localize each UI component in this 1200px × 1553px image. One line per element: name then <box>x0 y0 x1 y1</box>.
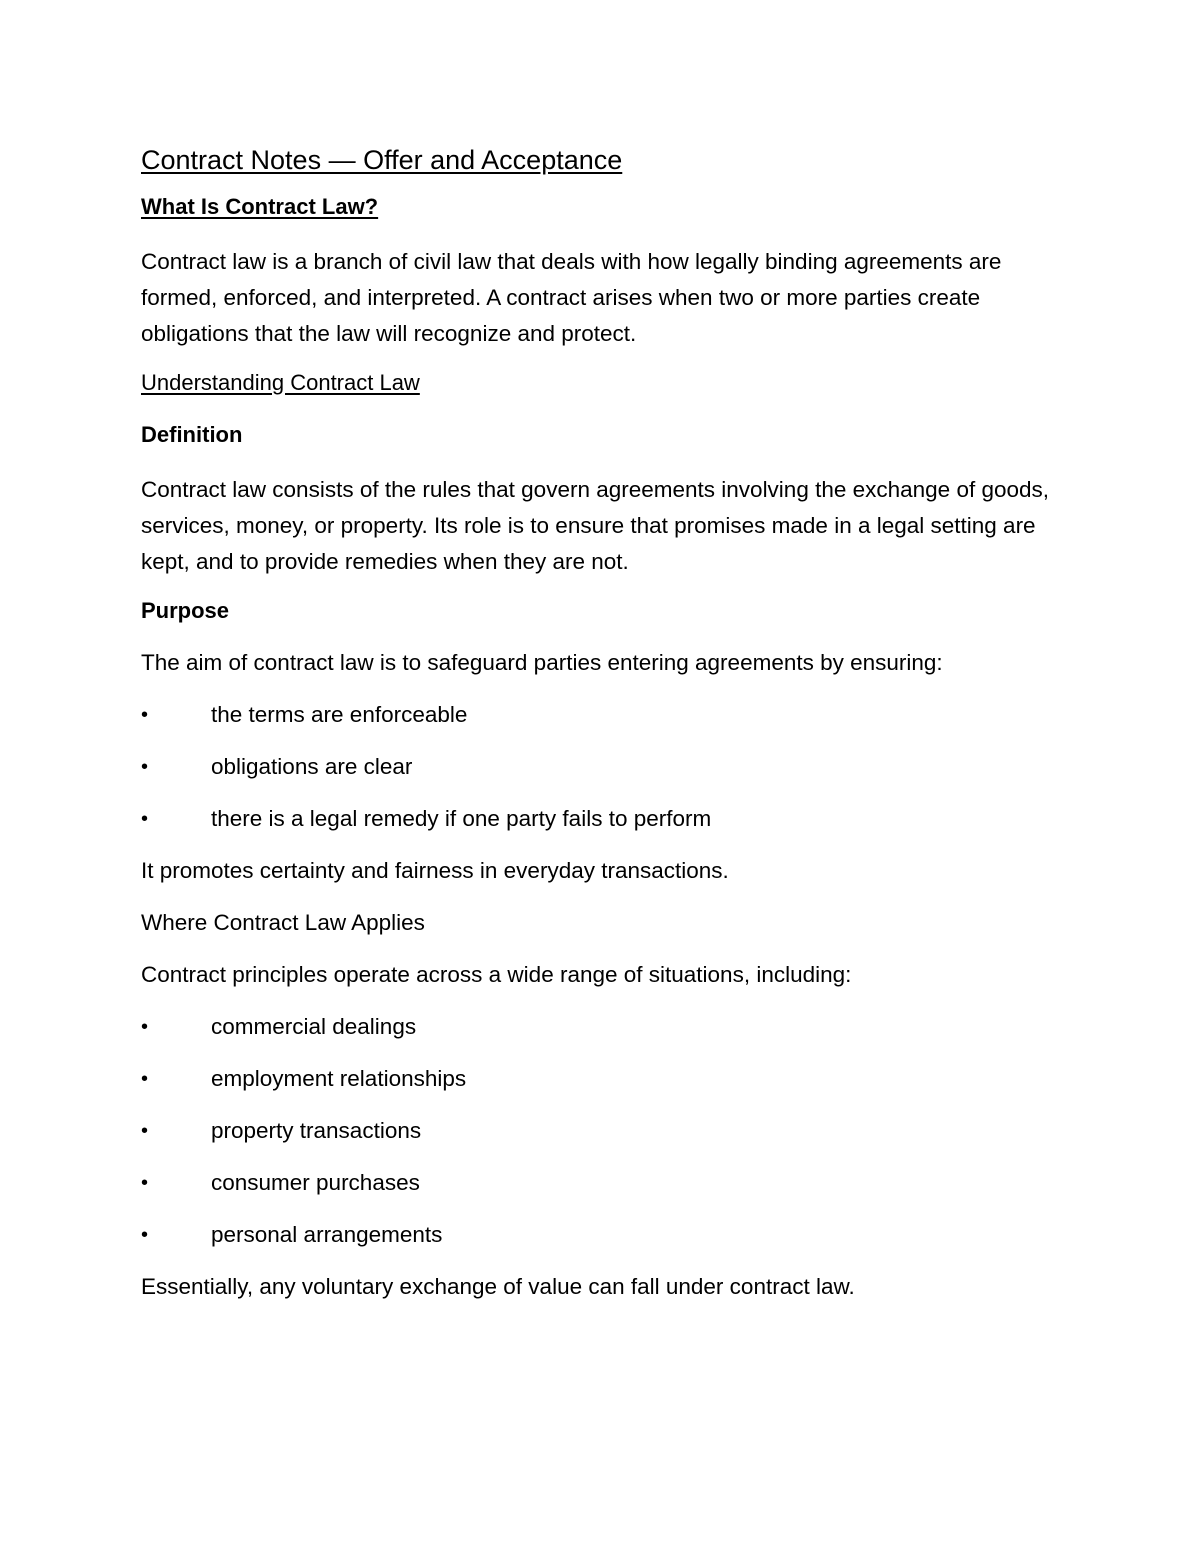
bullet-icon: • <box>141 1016 149 1038</box>
bullet-icon: • <box>141 1068 149 1090</box>
list-item <box>141 752 1081 782</box>
subheading-purpose: Purpose <box>141 598 230 623</box>
list-item <box>141 700 1081 730</box>
section-heading-what-is: What Is Contract Law? <box>141 194 379 219</box>
list-item <box>141 1012 1081 1042</box>
list-item-text: commercial dealings <box>211 1014 417 1039</box>
list-item-text: there is a legal remedy if one party fails to perform <box>211 806 712 831</box>
paragraph-definition: Contract law consists of the rules that govern agreements involving the exchange of goods, services, money, or property. Its role is to ensure that promises made in a legal setting are kept, and to provide remedies when they are not. <box>141 477 1050 574</box>
list-item-text: property transactions <box>211 1118 422 1143</box>
list-item-text: consumer purchases <box>211 1170 420 1195</box>
paragraph-applies-outro: Essentially, any voluntary exchange of value can fall under contract law. <box>141 1274 855 1299</box>
document-page <box>141 140 1081 1324</box>
list-item-text: obligations are clear <box>211 754 413 779</box>
paragraph-purpose-intro: The aim of contract law is to safeguard parties entering agreements by ensuring: <box>141 650 943 675</box>
purpose-bullet-list <box>141 700 1081 834</box>
document-title: Contract Notes — Offer and Acceptance <box>141 145 623 175</box>
bullet-icon: • <box>141 1120 149 1142</box>
list-item <box>141 1220 1081 1250</box>
bullet-icon: • <box>141 1172 149 1194</box>
paragraph-what-is: Contract law is a branch of civil law that deals with how legally binding agreements are formed, enforced, and interpreted. A contract arises when two or more parties create obligations that the law will recognize and protect. <box>141 249 1002 346</box>
list-item-text: personal arrangements <box>211 1222 443 1247</box>
paragraph-applies-intro: Contract principles operate across a wide range of situations, including: <box>141 962 852 987</box>
section-heading-understanding: Understanding Contract Law <box>141 370 420 395</box>
subheading-definition: Definition <box>141 422 243 447</box>
list-item <box>141 1116 1081 1146</box>
applies-bullet-list <box>141 1012 1081 1250</box>
bullet-icon: • <box>141 704 149 726</box>
bullet-icon: • <box>141 808 149 830</box>
list-item-text: the terms are enforceable <box>211 702 468 727</box>
bullet-icon: • <box>141 756 149 778</box>
list-item-text: employment relationships <box>211 1066 467 1091</box>
list-item <box>141 804 1081 834</box>
section-heading-applies: Where Contract Law Applies <box>141 910 425 935</box>
paragraph-purpose-outro: It promotes certainty and fairness in everyday transactions. <box>141 858 729 883</box>
list-item <box>141 1064 1081 1094</box>
list-item <box>141 1168 1081 1198</box>
bullet-icon: • <box>141 1224 149 1246</box>
